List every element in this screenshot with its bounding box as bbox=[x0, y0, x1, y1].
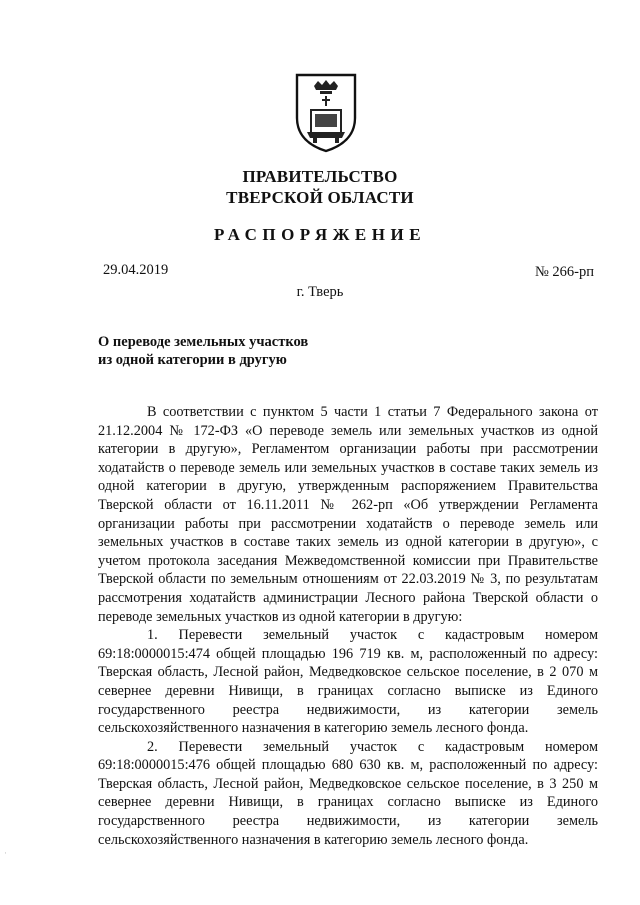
org-name-line2: ТВЕРСКОЙ ОБЛАСТИ bbox=[226, 188, 414, 207]
subject-line1: О переводе земельных участков bbox=[98, 334, 309, 350]
document-number: № 266-рп bbox=[534, 264, 594, 280]
document-type-title: РАСПОРЯЖЕНИЕ bbox=[213, 225, 427, 244]
org-name-line1: ПРАВИТЕЛЬСТВО bbox=[242, 167, 398, 186]
coat-of-arms-emblem bbox=[294, 72, 358, 154]
item-2-paragraph: 2. Перевести земельный участок с кадастровым номером 69:18:0000015:476 общей площадью 680 630 кв. м, расположенный по адресу: Тверская область, Лесной район, Медведковское сельское поселение, в 3 250 м севернее деревни Нивищи, в границах согласно выписке из Единого государственного реестра недвижимости, из категории земель сельскохозяйственного назначения в категорию земель лесного фонда. bbox=[98, 738, 598, 848]
subject-line2: из одной категории в другую bbox=[98, 352, 287, 368]
document-date: 29.04.2019 bbox=[103, 262, 169, 278]
preamble-paragraph: В соответствии с пунктом 5 части 1 статьи 7 Федерального закона от 21.12.2004 № 172-ФЗ «О переводе земель или земельных участков из одной категории в другую», Регламентом организации работы при рассмотрении ходатайств о переводе земель или земельных участков в составе таких земель из одной категории в другую, утвержденным распоряжением Правительства Тверской области от 16.11.2011 № 262-рп «Об утверждении Регламента организации работы при рассмотрении ходатайств о переводе земель или земельных участков в составе таких земель из одной категории в другую», с учетом протокола заседания Межведомственной комиссии при Правительстве Тверской области по земельным отношениям от 22.03.2019 № 3, по результатам рассмотрения ходатайств администрации Лесного района Тверской области о переводе земельных участков из одной категории в другую: bbox=[98, 404, 598, 625]
document-city: г. Тверь bbox=[296, 284, 344, 300]
margin-mark: · bbox=[4, 848, 7, 858]
document-subject bbox=[98, 333, 308, 369]
document-body bbox=[98, 403, 598, 849]
item-1-paragraph: 1. Перевести земельный участок с кадастровым номером 69:18:0000015:474 общей площадью 196 719 кв. м, расположенный по адресу: Тверская область, Лесной район, Медведковское сельское поселение, в 2 070 м севернее деревни Нивищи, в границах согласно выписке из Единого государственного реестра недвижимости, из категории земель сельскохозяйственного назначения в категорию земель лесного фонда. bbox=[98, 627, 598, 737]
